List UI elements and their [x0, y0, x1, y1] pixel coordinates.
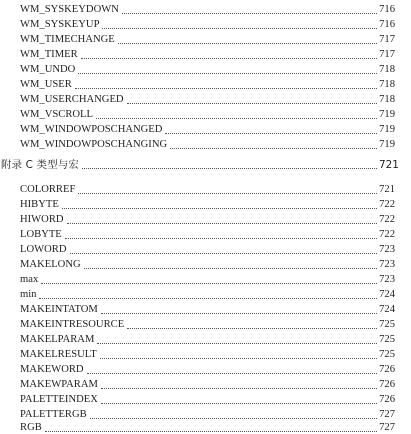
toc-entry-page: 722	[379, 229, 395, 240]
toc-entry	[20, 122, 395, 136]
dot-leader	[87, 373, 377, 374]
toc-entry	[20, 197, 395, 211]
toc-entry-page: 716	[379, 4, 395, 15]
dot-leader	[75, 88, 377, 89]
toc-entry-page: 723	[379, 274, 395, 285]
toc-entry	[20, 347, 395, 361]
dot-leader	[39, 298, 377, 299]
dot-leader	[62, 208, 377, 209]
toc-entry	[20, 137, 395, 151]
toc-entry	[20, 420, 395, 434]
toc-entry-title: WM_TIMER	[20, 49, 78, 60]
toc-entry-page: 719	[379, 124, 395, 135]
toc-entry-page: 726	[379, 379, 395, 390]
dot-leader	[127, 103, 377, 104]
toc-entry-page: 721	[379, 184, 395, 195]
dot-leader	[170, 148, 377, 149]
toc-entry	[20, 32, 395, 46]
toc-entry-page: 724	[379, 304, 395, 315]
toc-entry-title: LOWORD	[20, 244, 67, 255]
toc-entry-title: WM_WINDOWPOSCHANGING	[20, 139, 168, 150]
toc-entry-page: 718	[379, 94, 395, 105]
toc-entry	[20, 77, 395, 91]
toc-entry-title: MAKEINTRESOURCE	[20, 319, 125, 330]
toc-entry-page: 716	[379, 19, 395, 30]
toc-entry-title: min	[20, 289, 37, 300]
dot-leader	[82, 168, 377, 169]
dot-leader	[165, 133, 377, 134]
toc-entry	[20, 362, 395, 376]
toc-entry	[20, 287, 395, 301]
toc-entry	[20, 107, 395, 121]
toc-entry	[20, 92, 395, 106]
toc-entry-page: 722	[379, 199, 395, 210]
toc-entry	[20, 257, 395, 271]
toc-entry-title: WM_USERCHANGED	[20, 94, 124, 105]
dot-leader	[67, 223, 377, 224]
dot-leader	[101, 388, 377, 389]
toc-entry-title: MAKEINTATOM	[20, 304, 98, 315]
dot-leader	[90, 418, 377, 419]
appendix-heading-page: 721	[379, 159, 399, 171]
toc-entry	[20, 377, 395, 391]
toc-entry-title: PALETTEINDEX	[20, 394, 98, 405]
toc-entry-page: 723	[379, 244, 395, 255]
toc-entry	[20, 392, 395, 406]
toc-entry	[20, 182, 395, 196]
toc-entry-page: 725	[379, 334, 395, 345]
toc-entry-title: HIWORD	[20, 214, 64, 225]
toc-entry	[20, 2, 395, 16]
toc-entry-page: 725	[379, 319, 395, 330]
toc-entry-page: 727	[379, 409, 395, 420]
toc-entry-title: WM_WINDOWPOSCHANGED	[20, 124, 163, 135]
toc-entry	[20, 332, 395, 346]
toc-entry	[20, 407, 395, 421]
dot-leader	[127, 328, 377, 329]
toc-entry-page: 726	[379, 364, 395, 375]
toc-entry-page: 726	[379, 394, 395, 405]
toc-entry-page: 725	[379, 349, 395, 360]
toc-entry-page: 723	[379, 259, 395, 270]
dot-leader	[41, 283, 377, 284]
dot-leader	[96, 118, 377, 119]
appendix-heading	[1, 157, 399, 171]
toc-entry-title: WM_VSCROLL	[20, 109, 93, 120]
dot-leader	[102, 28, 377, 29]
toc-entry-title: MAKEWORD	[20, 364, 84, 375]
toc-entry	[20, 17, 395, 31]
toc-entry-page: 717	[379, 34, 395, 45]
dot-leader	[70, 253, 378, 254]
appendix-heading-title: 附录 C 类型与宏	[1, 159, 80, 171]
toc-entry-page: 719	[379, 139, 395, 150]
toc-entry-title: HIBYTE	[20, 199, 59, 210]
toc-entry-title: MAKELONG	[20, 259, 81, 270]
dot-leader	[45, 431, 377, 432]
toc-entry-title: WM_USER	[20, 79, 72, 90]
dot-leader	[101, 403, 377, 404]
toc-entry	[20, 212, 395, 226]
toc-entry	[20, 227, 395, 241]
dot-leader	[81, 58, 377, 59]
dot-leader	[84, 268, 377, 269]
toc-entry-title: LOBYTE	[20, 229, 62, 240]
toc-entry	[20, 242, 395, 256]
dot-leader	[101, 313, 377, 314]
toc-entry	[20, 317, 395, 331]
toc-entry-page: 727	[379, 422, 395, 433]
toc-entry-page: 718	[379, 79, 395, 90]
toc-entry-title: WM_SYSKEYUP	[20, 19, 100, 30]
dot-leader	[100, 358, 377, 359]
toc-entry-title: COLORREF	[20, 184, 76, 195]
toc-entry	[20, 272, 395, 286]
toc-entry-title: RGB	[20, 422, 42, 433]
dot-leader	[65, 238, 377, 239]
dot-leader	[78, 193, 377, 194]
dot-leader	[122, 13, 377, 14]
toc-entry-page: 718	[379, 64, 395, 75]
toc-entry-page: 724	[379, 289, 395, 300]
toc-entry	[20, 47, 395, 61]
toc-entry-title: MAKELRESULT	[20, 349, 97, 360]
toc-entry-title: MAKELPARAM	[20, 334, 95, 345]
toc-entry-title: max	[20, 274, 39, 285]
dot-leader	[78, 73, 377, 74]
toc-entry-page: 719	[379, 109, 395, 120]
toc-entry	[20, 302, 395, 316]
toc-entry-page: 717	[379, 49, 395, 60]
toc-entry-title: PALETTERGB	[20, 409, 87, 420]
toc-entry-title: WM_TIMECHANGE	[20, 34, 115, 45]
toc-entry-page: 722	[379, 214, 395, 225]
toc-entry-title: WM_UNDO	[20, 64, 76, 75]
dot-leader	[97, 343, 377, 344]
toc-entry-title: WM_SYSKEYDOWN	[20, 4, 119, 15]
toc-entry	[20, 62, 395, 76]
dot-leader	[118, 43, 377, 44]
toc-entry-title: MAKEWPARAM	[20, 379, 98, 390]
